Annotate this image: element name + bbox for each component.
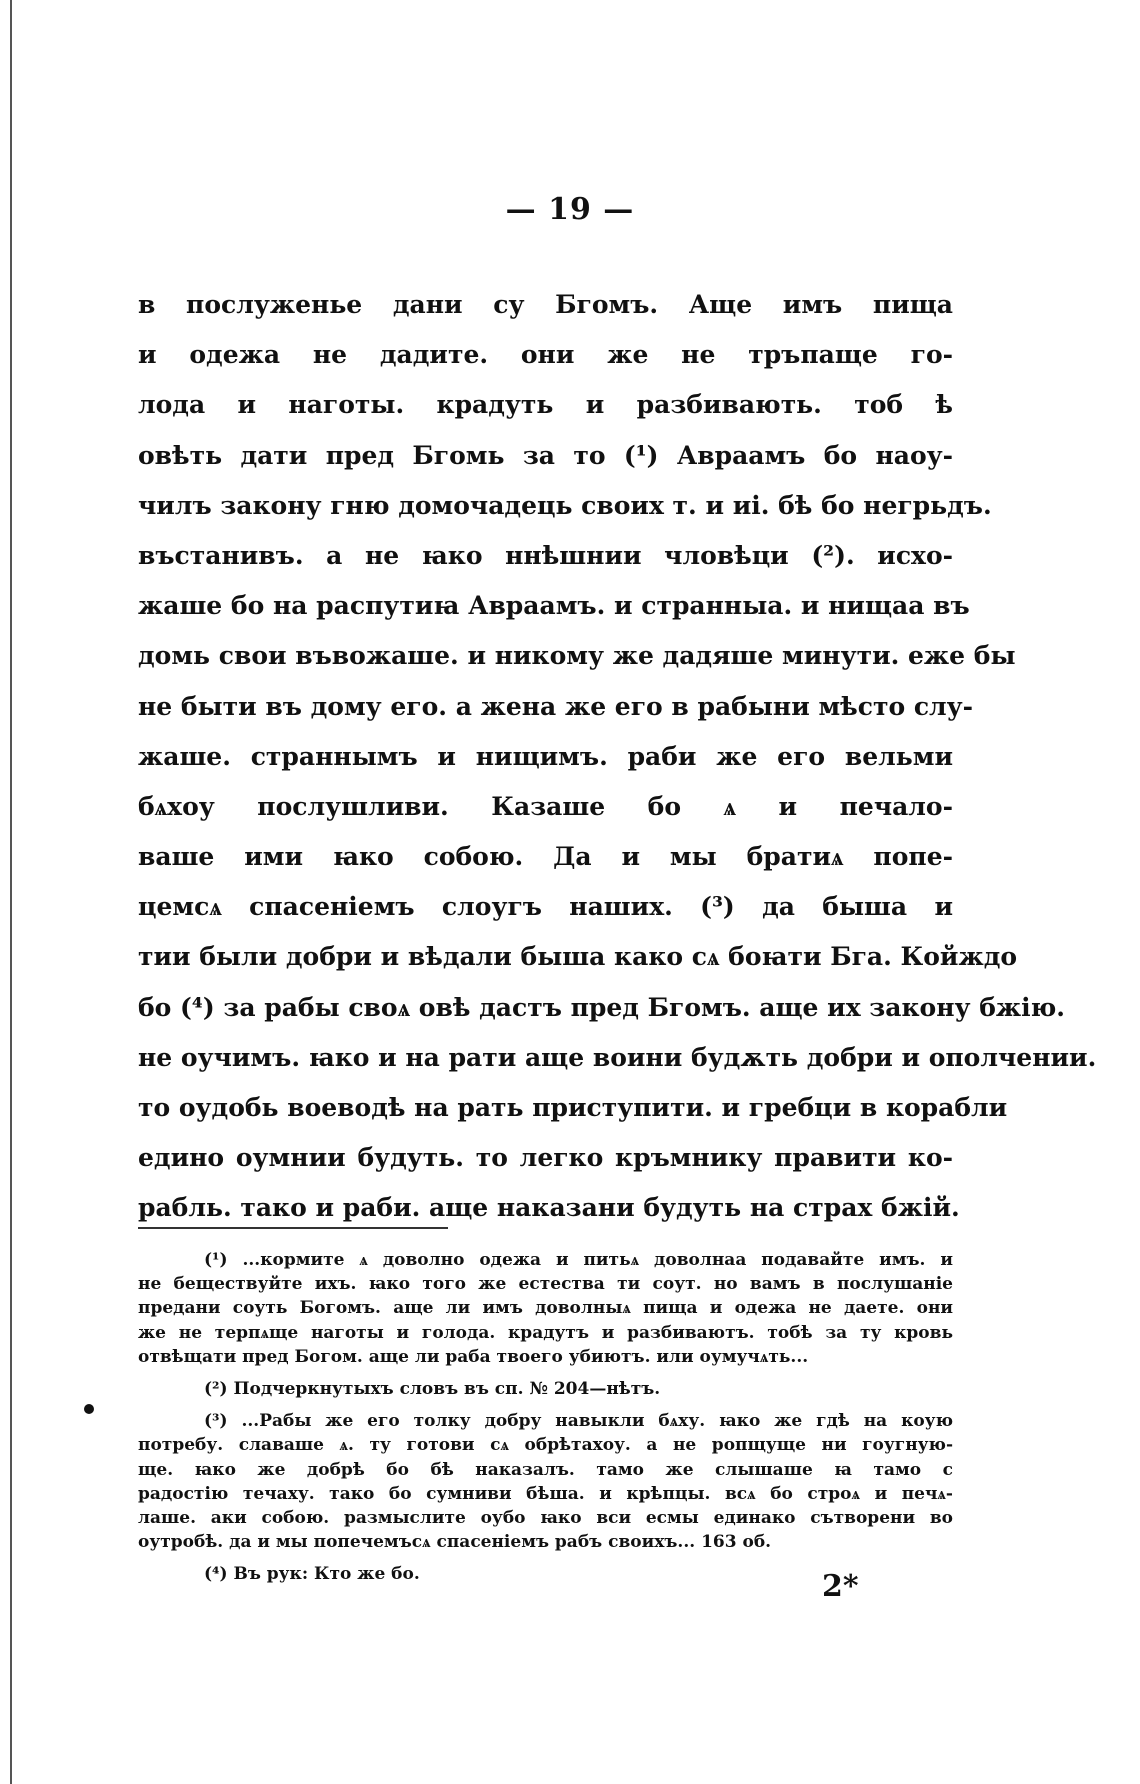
text-line: не быти въ дому его. а жена же его в рабыни мѣсто слу- xyxy=(138,691,974,721)
footnote-divider xyxy=(138,1227,448,1229)
footnote-3 xyxy=(138,1409,953,1554)
footnote-line: радостію течаху. тако бо сумниви бѣша. и крѣпцы. всѧ бо строѧ и печѧ- xyxy=(138,1483,953,1504)
text-line: бо (⁴) за рабы своѧ овѣ дастъ пред Бгомъ. аще их закону бжію. xyxy=(138,992,1065,1022)
text-line: цемсѧ спасеніемъ слоугъ наших. (³) да быша и xyxy=(138,892,953,922)
footnote-line: же не терпѧще наготы и голода. крадутъ и разбиваютъ. тобѣ за ту кровь xyxy=(138,1322,953,1343)
footnote-line: предани соуть Богомъ. аще ли имъ доволныѧ пища и одежа не даете. они xyxy=(138,1298,953,1319)
text-line: бѧхоу послушливи. Казаше бо ѧ и печало- xyxy=(138,791,953,821)
text-line: жаше бо на распутиꙗ Авраамъ. и странныа. и нищаа въ xyxy=(138,591,970,621)
footnote-1 xyxy=(138,1248,953,1369)
footnote-line: оутробѣ. да и мы попечемъсѧ спасеніемъ рабъ своихъ... 163 об. xyxy=(138,1532,772,1553)
text-line: в послуженье дани су Бгомъ. Аще имъ пища xyxy=(138,290,953,319)
text-line: чилъ закону гню домочадець своих т. и иі. бѣ бо негрьдъ. xyxy=(138,490,992,520)
page-number: — 19 — xyxy=(505,192,635,227)
text-line: лода и наготы. крадуть и разбивають. тоб ѣ xyxy=(138,390,953,420)
page-edge-line xyxy=(10,0,12,1784)
footnote-line: потребу. славаше ѧ. ту готови сѧ обрѣтахоу. а не ропщуще ни гоугную- xyxy=(138,1435,953,1456)
signature-mark: 2* xyxy=(822,1569,859,1604)
text-line: жаше. страннымъ и нищимъ. раби же его вельми xyxy=(138,741,953,771)
text-line: овѣть дати пред Бгомь за то (¹) Авраамъ бо наоу- xyxy=(138,440,953,470)
footnote-line: (⁴) Въ рук: Кто же бо. xyxy=(204,1564,420,1585)
margin-dot xyxy=(84,1404,94,1414)
footnotes xyxy=(138,1248,953,1586)
text-line: въстанивъ. а не ꙗко ннѣшнии чловѣци (²). исхо- xyxy=(138,540,953,570)
footnote-line: не беществуйте ихъ. ꙗко того же естества ти соут. но вамъ в послушаніе xyxy=(138,1274,953,1295)
text-line: едино оумнии будуть. то легко кръмнику правити ко- xyxy=(138,1143,953,1173)
footnote-line: (²) Подчеркнутыхъ словъ въ сп. № 204—нѣтъ. xyxy=(204,1378,661,1399)
footnote-line: лаше. аки собою. размыслите оубо ꙗко вси есмы единако сътворени во xyxy=(138,1507,953,1528)
main-text xyxy=(138,280,1097,1234)
text-line: домь свои въвожаше. и никому же дадяше минути. еже бы xyxy=(138,641,1016,671)
text-line: не оучимъ. ꙗко и на рати аще воини будѫть добри и ополчении. xyxy=(138,1042,1097,1072)
footnote-line: отвѣщати пред Богом. аще ли раба твоего убиютъ. или оумучѧть... xyxy=(138,1346,809,1367)
text-line: и одежа не дадите. они же не тръпаще го- xyxy=(138,340,953,370)
footnote-line: (¹) ...кормите ѧ доволно одежа и питьѧ доволнаа подавайте имъ. и xyxy=(204,1250,953,1270)
footnote-line: (³) ...Рабы же его толку добру навыкли бѧху. ꙗко же гдѣ на коую xyxy=(204,1411,953,1432)
text-line: тии были добри и вѣдали быша како сѧ боꙗти Бга. Койждо xyxy=(138,942,1018,972)
text-line: ваше ими ꙗко собою. Да и мы братиѧ попе- xyxy=(138,842,953,872)
footnote-2 xyxy=(138,1377,953,1401)
text-line: то оудобь воеводѣ на рать приступити. и гребци в корабли xyxy=(138,1093,1008,1122)
footnote-line: ще. ꙗко же добрѣ бо бѣ наказалъ. тамо же слышаше ꙗ тамо с xyxy=(138,1459,953,1480)
text-line: рабль. тако и раби. аще наказани будуть на страх бжій. xyxy=(138,1193,960,1223)
